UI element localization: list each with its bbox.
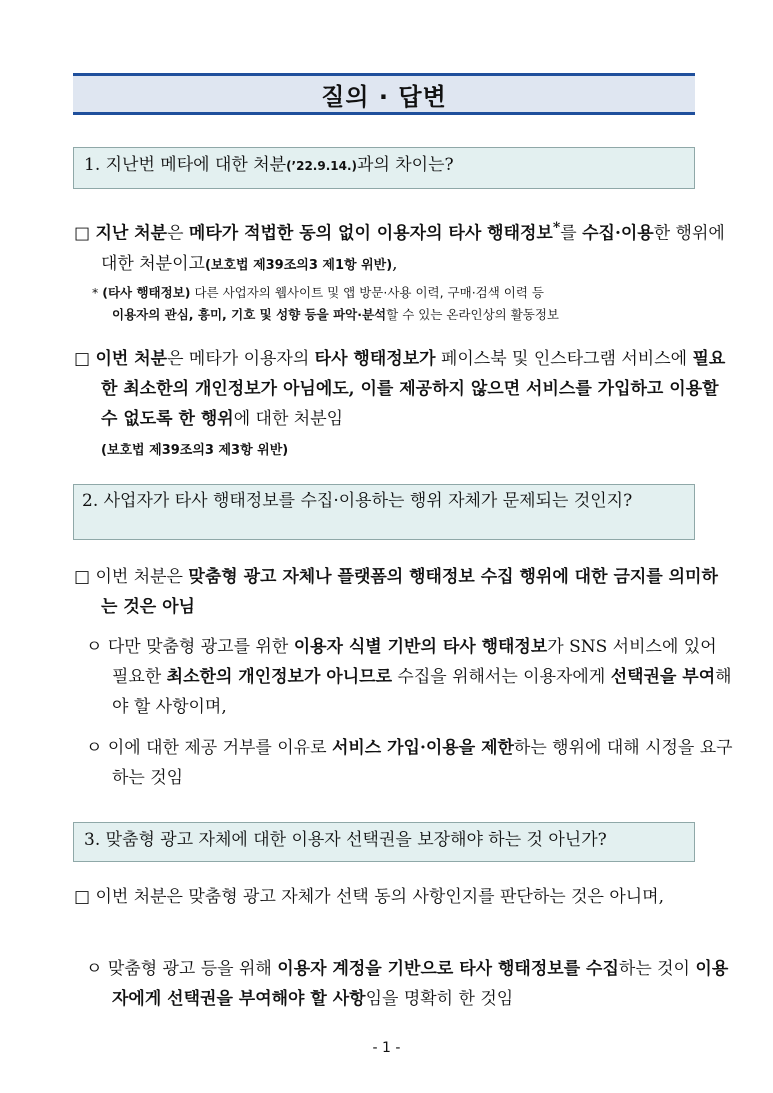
text: 이에 대한 제공 거부를 이유로 — [107, 738, 332, 758]
text: 최소한의 개인정보가 아니므로 — [166, 667, 392, 687]
answer-2-paragraph-3 — [74, 733, 737, 793]
text: 페이스북 및 인스타그램 서비스에 — [435, 349, 693, 369]
text: 하는 것이 — [618, 959, 696, 979]
question-1-label-end: 과의 차이는? — [357, 155, 454, 175]
question-1-label: 1. 지난번 메타에 대한 처분 — [84, 155, 287, 175]
text: 수집을 위해서는 이용자에게 — [392, 667, 611, 687]
text: 가 SNS 서비스에 있어 필요한 — [112, 637, 717, 687]
text: 한 행위에 대한 처분이고 — [101, 223, 725, 274]
text: 다른 사업자의 웹사이트 및 앱 방문·사용 이력, 구매·검색 이력 등 — [190, 285, 544, 300]
text: 서비스 가입·이용을 제한 — [331, 738, 514, 758]
text: 타사 행태정보가 — [314, 349, 436, 369]
text: 선택권을 부여 — [610, 667, 716, 687]
answer-1-paragraph-2 — [74, 344, 726, 466]
text: 를 — [560, 223, 577, 244]
page-number: - 1 - — [372, 1040, 401, 1056]
answer-1-footnote — [92, 282, 722, 326]
answer-1-paragraph-1 — [74, 213, 726, 281]
text: 임을 명확히 한 것임 — [365, 989, 514, 1009]
square-bullet: □ — [74, 349, 91, 369]
text: , — [392, 253, 398, 274]
text: 메타가 적법한 동의 없이 이용자의 타사 행태정보 — [188, 223, 553, 244]
square-bullet: □ — [74, 223, 91, 244]
text: (타사 행태정보) — [102, 285, 191, 300]
text: 지난 처분 — [95, 223, 168, 244]
footnote-mark: * — [552, 220, 561, 236]
text: 에 대한 처분임 — [233, 409, 344, 429]
text: 다만 맞춤형 광고를 위한 — [107, 637, 294, 657]
question-1-box — [73, 147, 695, 189]
text: 이용자에게 선택권을 부여해야 할 사항 — [112, 959, 729, 1009]
answer-3-paragraph-1 — [74, 882, 726, 912]
circle-bullet: ㅇ — [86, 637, 103, 657]
text: 이용자의 관심, 흥미, 기호 및 성향 등을 파악·분석 — [112, 307, 387, 322]
square-bullet: □ — [74, 887, 91, 907]
question-3-box — [73, 822, 695, 862]
text: 은 — [167, 223, 189, 244]
circle-bullet: ㅇ — [86, 738, 103, 758]
answer-2-paragraph-2 — [74, 632, 737, 722]
text: 맞춤형 광고 등을 위해 — [107, 959, 278, 979]
text: 이용자 식별 기반의 타사 행태정보 — [293, 637, 548, 657]
question-3-label: 3. 맞춤형 광고 자체에 대한 이용자 선택권을 보장해야 하는 것 아닌가? — [84, 830, 607, 850]
text: 이용자 계정을 기반으로 타사 행태정보를 수집 — [277, 959, 619, 979]
question-2-box — [73, 484, 695, 540]
footnote-mark: * — [92, 285, 99, 300]
text: 필요한 최소한의 개인정보가 아님에도, 이를 제공하지 않으면 서비스를 가입하고 이용할 수 없도록 한 행위 — [101, 349, 726, 429]
text: 이번 처분은 맞춤형 광고 자체가 선택 동의 사항인지를 판단하는 것은 아니며, — [95, 887, 664, 907]
text: 수집·이용 — [582, 223, 654, 244]
law-reference: (보호법 제39조의3 제1항 위반) — [204, 257, 393, 273]
text: 이번 처분은 — [95, 567, 189, 587]
text: 이번 처분 — [95, 349, 168, 369]
text: 은 메타가 이용자의 — [167, 349, 315, 369]
question-1-date: (’22.9.14.) — [286, 159, 358, 173]
text: 할 수 있는 온라인상의 활동정보 — [386, 307, 560, 322]
circle-bullet: ㅇ — [86, 959, 103, 979]
law-reference: (보호법 제39조의3 제3항 위반) — [101, 443, 289, 458]
text: 맞춤형 광고 자체나 플랫폼의 행태정보 수집 행위에 대한 금지를 의미하는 것은 아님 — [101, 567, 718, 617]
answer-3-paragraph-2 — [74, 954, 737, 1014]
text: 해야 할 사항이며, — [112, 667, 732, 717]
page-title: 질의 · 답변 — [321, 82, 447, 111]
page-title-box — [73, 73, 695, 115]
square-bullet: □ — [74, 567, 91, 587]
text: 하는 행위에 대해 시정을 요구하는 것임 — [112, 738, 733, 788]
question-2-label: 2. 사업자가 타사 행태정보를 수집·이용하는 행위 자체가 문제되는 것인지? — [82, 491, 633, 511]
answer-2-paragraph-1 — [74, 562, 726, 622]
